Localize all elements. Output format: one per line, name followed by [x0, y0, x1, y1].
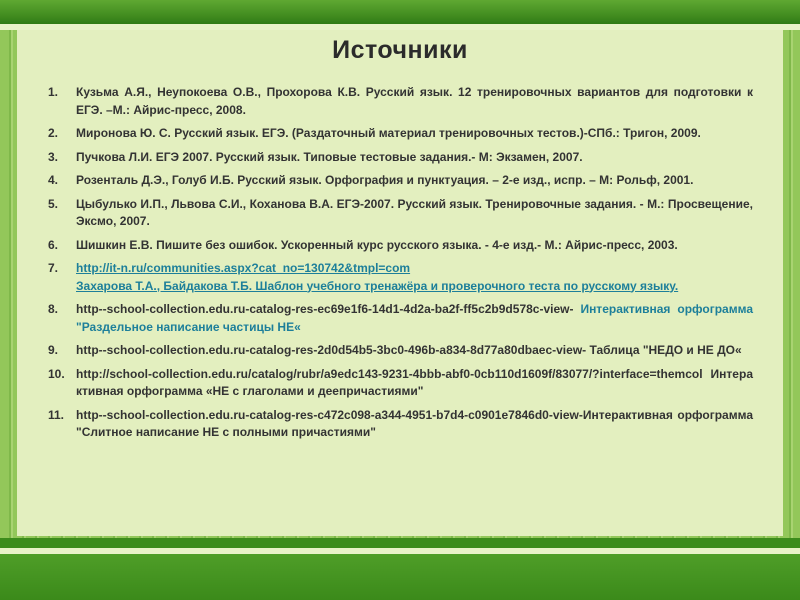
top-decor-band: [0, 0, 800, 24]
reference-number: 10.: [48, 366, 65, 381]
reference-number: 9.: [48, 343, 59, 357]
reference-number: 8.: [48, 302, 59, 316]
reference-item: [48, 149, 753, 167]
reference-item: [48, 196, 753, 231]
reference-text: http--school-collection.edu.ru-catalog-res-ec69e1f6-14d1-4d2a-ba2f-ff5c2b9d578c-view-: [76, 302, 574, 316]
reference-text-highlight: Интерактивная орфограмма "Раздельное написание частицы НЕ«: [76, 302, 753, 334]
reference-number: 6.: [48, 237, 59, 252]
reference-text: http://school-collection.edu.ru/catalog/rubr/a9edc143-9231-4bbb-abf0-0cb110d1609f/83077/?interface=themcol Интерактивная орфограмма «НЕ с глаголами и деепричастиями": [76, 366, 753, 398]
reference-text: Миронова Ю. С. Русский язык. ЕГЭ. (Раздаточный материал тренировочных тестов.)-СПб.: Тригон, 2009.: [76, 126, 701, 140]
reference-item: [48, 172, 753, 190]
slide-title: Источники: [332, 36, 468, 64]
reference-item: [48, 301, 753, 336]
reference-item: [48, 237, 753, 255]
reference-item: [48, 407, 753, 442]
reference-number: 4.: [48, 173, 59, 187]
reference-text: Пучкова Л.И. ЕГЭ 2007. Русский язык. Типовые тестовые задания.- М: Экзамен, 2007.: [76, 149, 583, 164]
reference-number: 11.: [48, 407, 65, 422]
bottom-decor-stripe: [0, 538, 800, 548]
reference-number: 2.: [48, 126, 59, 140]
reference-text: Кузьма А.Я., Неупокоева О.В., Прохорова К.В. Русский язык. 12 тренировочных вариантов для подготовки к ЕГЭ. –М.: Айрис-пресс, 2008.: [76, 85, 753, 117]
reference-number: 1.: [48, 85, 59, 99]
reference-text: http--school-collection.edu.ru-catalog-res-2d0d54b5-3bc0-496b-a834-8d77a80dbaec-view- Таблица "НЕДО и НЕ ДО«: [76, 343, 742, 357]
reference-text: http--school-collection.edu.ru-catalog-res-c472c098-a344-4951-b7d4-c0901e7846d0-view-Интерактивная орфограмма "Слитное написание НЕ с полными причастиями": [76, 407, 753, 439]
reference-item: [48, 366, 753, 401]
references-list: [48, 84, 753, 448]
reference-text: Розенталь Д.Э., Голуб И.Б. Русский язык. Орфография и пунктуация. – 2-е изд., испр. – М: Рольф, 2001.: [76, 173, 694, 187]
reference-item: [48, 84, 753, 119]
bottom-decor-band: [0, 554, 800, 600]
reference-link-title[interactable]: Захарова Т.А., Байдакова Т.Б. Шаблон учебного тренажёра и проверочного теста по русскому языку.: [76, 278, 679, 293]
reference-number: 5.: [48, 196, 59, 211]
reference-text: Цыбулько И.П., Львова С.И., Коханова В.А. ЕГЭ-2007. Русский язык. Тренировочные задания. - М.: Просвещение, Эксмо, 2007.: [76, 196, 753, 228]
reference-item: [48, 260, 753, 295]
reference-item: [48, 342, 753, 360]
reference-link-url[interactable]: http://it-n.ru/communities.aspx?cat_no=130742&tmpl=com: [76, 261, 411, 275]
reference-number: 3.: [48, 149, 59, 164]
reference-text: Шишкин Е.В. Пишите без ошибок. Ускоренный курс русского языка. - 4-е изд.- М.: Айрис-пресс, 2003.: [76, 237, 678, 252]
reference-number: 7.: [48, 261, 59, 275]
reference-item: [48, 125, 753, 143]
